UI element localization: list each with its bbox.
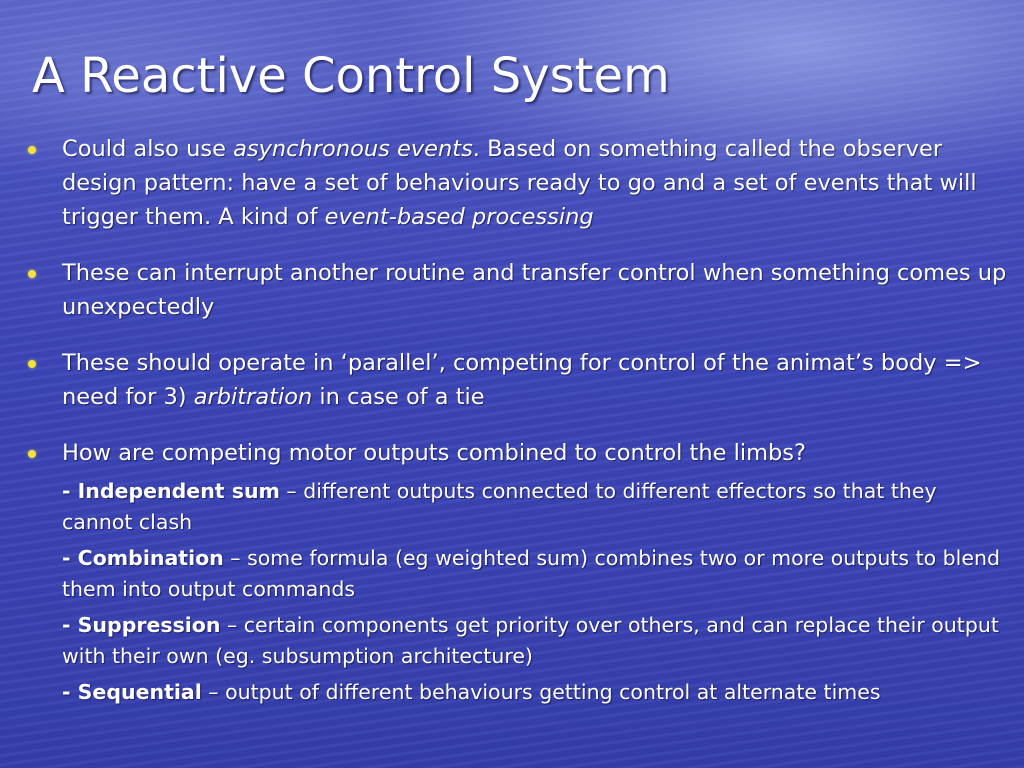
- slide-title: A Reactive Control System: [32, 48, 670, 104]
- subitem-prefix: -: [62, 546, 78, 570]
- bullet-dot-icon: [28, 270, 36, 278]
- subitem-prefix: -: [62, 479, 78, 503]
- subitem-text: – output of different behaviours getting control at alternate times: [201, 680, 881, 704]
- bullet-text: . Based on something called the observer design pattern: have a set of behaviours ready to go and a set of events that will trigger them. A kind of: [62, 136, 977, 230]
- bullet-text: in case of a tie: [312, 384, 485, 410]
- subitem-sequential: [22, 677, 1012, 708]
- bullet-text: These can interrupt another routine and transfer control when something comes up unexpectedly: [62, 260, 1007, 320]
- subitem-term: Combination: [77, 546, 224, 570]
- bullet-text: Could also use: [62, 136, 234, 162]
- bullet-emphasis: arbitration: [193, 384, 313, 410]
- subitem-combination: [22, 543, 1012, 605]
- bullet-dot-icon: [28, 450, 36, 458]
- bullet-interrupt: [22, 256, 1012, 324]
- subitem-text: – some formula (eg weighted sum) combines two or more outputs to blend them into output commands: [62, 546, 1000, 601]
- subitem-independent-sum: [22, 476, 1012, 538]
- subitem-term: Independent sum: [77, 479, 280, 503]
- subitem-suppression: [22, 610, 1012, 672]
- bullet-emphasis: asynchronous events: [233, 136, 473, 162]
- subitem-prefix: -: [62, 613, 78, 637]
- bullet-dot-icon: [28, 360, 36, 368]
- subitem-text: – different outputs connected to different effectors so that they cannot clash: [62, 479, 937, 534]
- bullet-motor-outputs: [22, 436, 1012, 470]
- bullet-text: How are competing motor outputs combined to control the limbs?: [62, 440, 806, 466]
- bullet-emphasis: event-based processing: [324, 204, 594, 230]
- bullet-parallel: [22, 346, 1012, 414]
- slide-content: [22, 132, 1012, 713]
- subitem-term: Suppression: [77, 613, 221, 637]
- bullet-dot-icon: [28, 146, 36, 154]
- subitem-prefix: -: [62, 680, 78, 704]
- bullet-text: These should operate in ‘parallel’, competing for control of the animat’s body => need for 3): [62, 350, 982, 410]
- subitem-term: Sequential: [77, 680, 202, 704]
- subitem-text: – certain components get priority over others, and can replace their output with their own (eg. subsumption architecture): [62, 613, 999, 668]
- bullet-asynchronous-events: [22, 132, 1012, 234]
